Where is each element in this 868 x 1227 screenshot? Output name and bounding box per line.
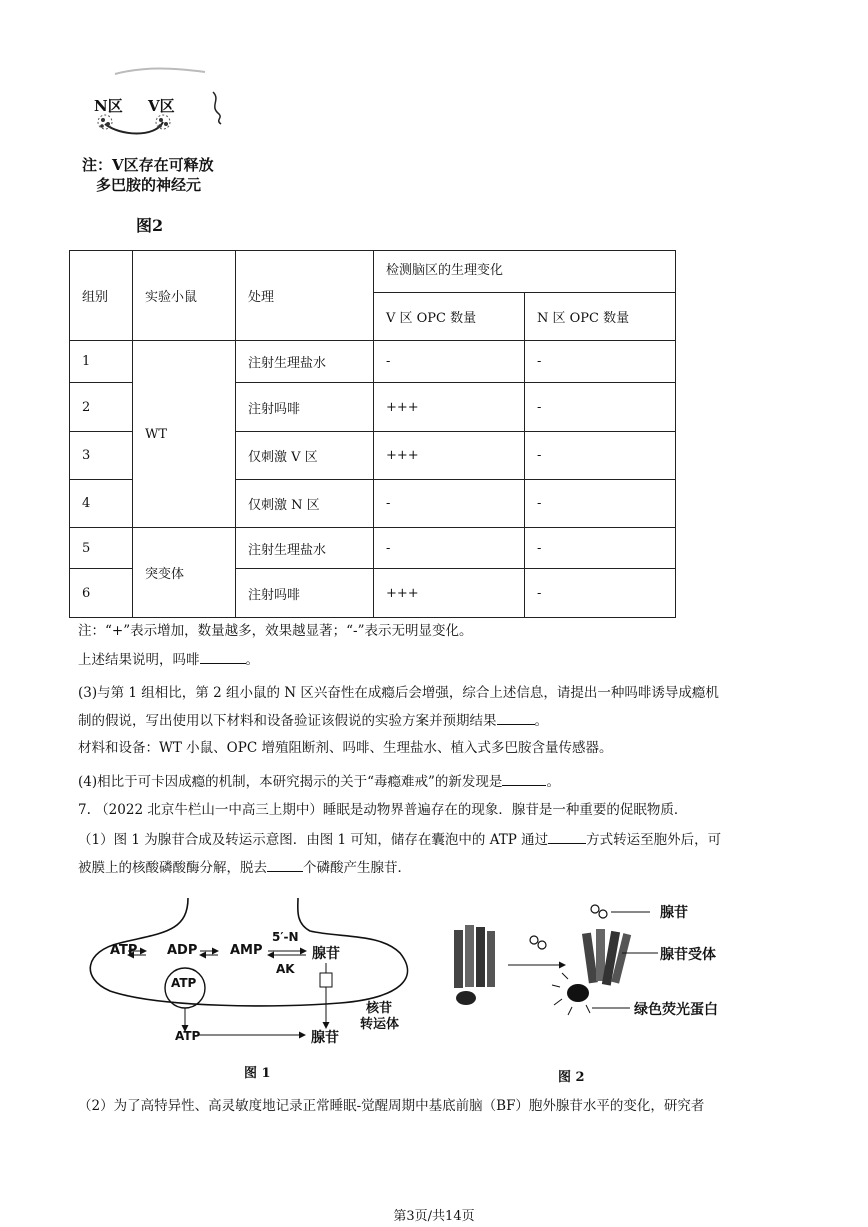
cell-group: 5 [70,528,133,569]
q4-line: (4)相比于可卡因成瘾的机制，本研究揭示的关于“毒瘾难戒”的新发现是 。 [78,771,560,792]
fig2-adenosine-label: 腺苷 [660,905,688,921]
cell-mouse-mutant: 突变体 [133,528,236,618]
cell-v: - [374,341,525,383]
fig1-vesicle-atp: ATP [171,976,197,990]
n-region-label: N区 [94,97,123,115]
cell-treatment: 注射吗啡 [236,383,374,432]
answer-blank [267,857,303,872]
cell-group: 6 [70,569,133,618]
fig1-out-atp: ATP [175,1029,201,1043]
fig2-receptor-label: 腺苷受体 [660,947,716,963]
answer-blank [497,710,535,725]
nucleoside-transporter [320,973,332,987]
q7-part1-line1: （1）图 1 为腺苷合成及转运示意图．由图 1 可知，储存在囊泡中的 ATP 通过 方式转运至胞外后，可 [78,829,721,850]
result-question: 上述结果说明，吗啡 。 [78,649,259,670]
cell-treatment: 注射生理盐水 [236,341,374,383]
adenosine-molecule-icon [530,936,546,949]
cell-n: - [525,341,676,383]
figure1-caption: 图 1 [244,1066,271,1081]
cell-n: - [525,569,676,618]
adenosine-receptor [567,905,631,1002]
cell-treatment: 注射吗啡 [236,569,374,618]
header-detect: 检测脑区的生理变化 [374,251,676,293]
page-number: 第3页/共14页 [393,1209,475,1224]
cell-treatment: 仅刺激 N 区 [236,480,374,528]
cell-treatment: 仅刺激 V 区 [236,432,374,480]
cell-mouse-wt: WT [133,341,236,528]
cell-n: - [525,432,676,480]
q7-part1-line2: 被膜上的核酸磷酸酶分解，脱去 个磷酸产生腺苷． [78,857,411,878]
experiment-table [69,250,676,618]
answer-blank [548,829,586,844]
q3-line1: (3)与第 1 组相比，第 2 组小鼠的 N 区兴奋性在成瘾后会增强，综合上述信息，请提出一种吗啡诱导成瘾机 [78,685,719,701]
answer-blank [502,771,546,786]
figure-note-line1: 注：V区存在可释放 [82,156,214,174]
cell-group: 4 [70,480,133,528]
materials-line: 材料和设备：WT 小鼠、OPC 增殖阻断剂、吗啡、生理盐水、植入式多巴胺含量传感器。 [78,740,613,756]
header-v-opc: V 区 OPC 数量 [374,293,525,341]
header-n-opc: N 区 OPC 数量 [525,293,676,341]
receptor-inactive [454,925,495,1005]
table-row [70,341,676,383]
header-group: 组别 [70,251,133,341]
answer-blank [200,649,246,664]
n-region-neurons [98,115,112,129]
figure-note-line2: 多巴胺的神经元 [96,176,202,194]
q3-line2: 制的假说，写出使用以下材料和设备验证该假说的实验方案并预期结果 。 [78,710,548,731]
table-row [70,528,676,569]
q7-part2-line: （2）为了高特异性、高灵敏度地记录正常睡眠-觉醒周期中基底前脑（BF）胞外腺苷水平的变化，研究者 [78,1098,705,1114]
table-note: 注：“+”表示增加，数量越多，效果越显著；“-”表示无明显变化。 [78,623,473,639]
cell-v: +++ [374,383,525,432]
cell-treatment: 注射生理盐水 [236,528,374,569]
cell-group: 1 [70,341,133,383]
fig1-ak: AK [276,962,295,976]
cell-n: - [525,528,676,569]
q7-title: 7. （2022 北京牛栏山一中高三上期中）睡眠是动物界普遍存在的现象．腺苷是一种重要的促眠物质． [78,802,688,818]
header-mouse: 实验小鼠 [133,251,236,341]
cell-v: - [374,480,525,528]
cell-n: - [525,480,676,528]
fig1-adp: ADP [167,943,198,958]
fig1-atp: ATP [110,943,138,958]
fig1-adenosine: 腺苷 [312,946,340,962]
fig1-amp: AMP [230,943,263,958]
cell-v: +++ [374,569,525,618]
fig1-transporter-label2: 转运体 [360,1017,400,1032]
fig1-out-adenosine: 腺苷 [311,1030,339,1046]
cell-v: - [374,528,525,569]
cell-n: - [525,383,676,432]
figure-caption: 图2 [136,216,164,235]
v-region-label: V区 [148,97,175,115]
cell-v: +++ [374,432,525,480]
figure2-caption: 图 2 [558,1070,585,1085]
fig1-transporter-label1: 核苷 [366,1001,393,1016]
result-text: 上述结果说明，吗啡 [78,652,200,668]
fig1-5n-enzyme: 5′-N [272,930,299,944]
cell-group: 3 [70,432,133,480]
figure2-diagram [430,895,660,1060]
fig2-gfp-label: 绿色荧光蛋白 [634,1002,718,1018]
header-treatment: 处理 [236,251,374,341]
cell-group: 2 [70,383,133,432]
